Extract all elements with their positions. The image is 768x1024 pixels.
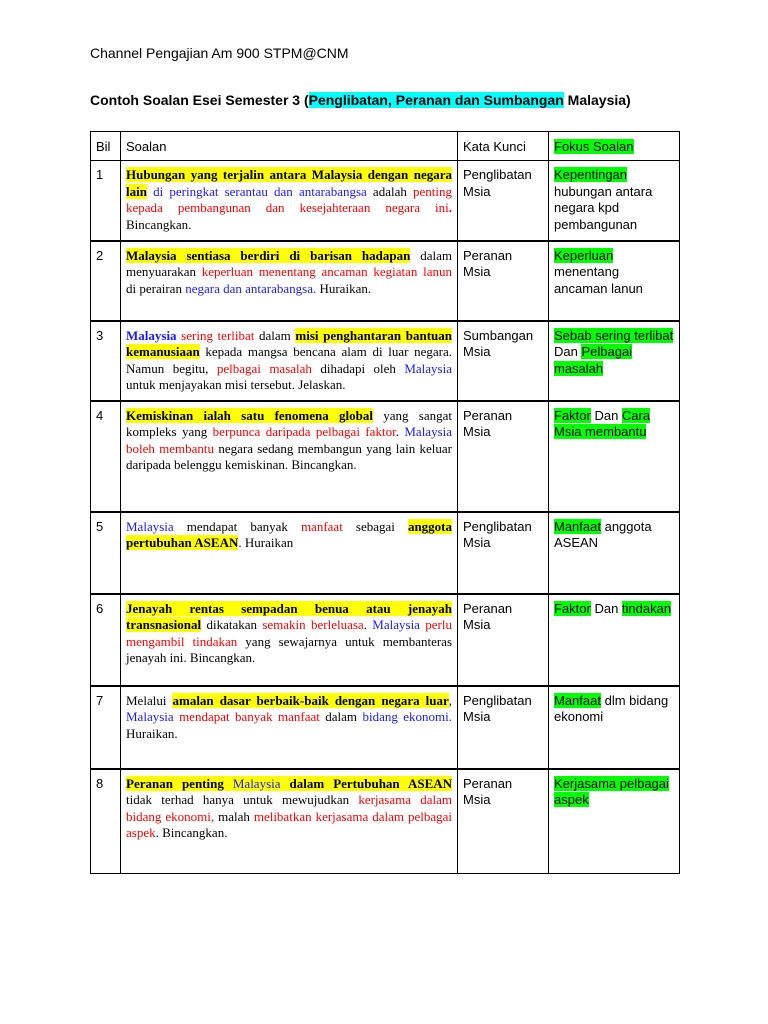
focus-cell — [549, 769, 680, 874]
question-text-run: sering terlibat — [176, 327, 255, 343]
focus-text-run: Kerjasama pelbagai aspek — [554, 775, 669, 807]
question-text — [121, 512, 458, 594]
row-number: 8 — [91, 769, 121, 874]
column-header-bil: Bil — [91, 132, 121, 161]
question-text-run: dalam menyuarakan — [126, 247, 452, 279]
focus-text-run: Faktor — [554, 600, 591, 616]
keyword-cell: Penglibatan Msia — [458, 686, 549, 769]
row-number: 7 — [91, 686, 121, 769]
question-text-run: untuk menjayakan misi tersebut. Jelaskan. — [126, 377, 346, 392]
question-text-run: . — [395, 424, 405, 439]
question-text-run: Malaysia — [372, 617, 420, 632]
question-text — [121, 686, 458, 769]
question-text-run: dalam — [319, 709, 363, 724]
fokus-header-label: Fokus Soalan — [554, 139, 634, 154]
question-text-run: dikatakan — [201, 617, 263, 632]
keyword-cell: Peranan Msia — [458, 594, 549, 686]
question-text-run: misi penghantaran bantuan kemanusiaan — [126, 327, 452, 359]
table-row — [91, 241, 680, 321]
table-header-row — [91, 132, 680, 161]
question-text — [121, 321, 458, 401]
question-text-run: negara dan antarabangsa. — [185, 280, 317, 296]
question-text-run: yang sangat kompleks yang — [126, 407, 452, 439]
row-number: 4 — [91, 401, 121, 512]
focus-text-run: Dan — [554, 344, 582, 359]
question-text-run: Jenayah rentas sempadan benua atau jenayah transnasional — [126, 600, 452, 632]
question-text-run: melibatkan — [253, 808, 312, 824]
question-text-run: malah — [214, 808, 254, 824]
question-text-run: Malaysia sentiasa berdiri di barisan hadapan — [126, 247, 411, 263]
focus-text-run: Dan — [590, 407, 622, 423]
question-text-run: Melalui — [126, 692, 173, 708]
question-text-run: Malaysia — [223, 775, 290, 791]
question-text-run: dihadapi oleh — [311, 360, 405, 376]
question-text-run: negara sedang membangun yang lain keluar daripada belenggu kemiskinan. Bincangkan. — [126, 440, 452, 472]
question-text — [121, 594, 458, 686]
keyword-cell: Peranan Msia — [458, 401, 549, 512]
focus-text-run: tindakan — [621, 600, 672, 616]
title-highlight: Penglibatan, Peranan dan Sumbangan — [308, 92, 564, 108]
row-number: 5 — [91, 512, 121, 594]
column-header-kata-kunci: Kata Kunci — [458, 132, 549, 161]
title-prefix: Contoh Soalan Esei Semester 3 ( — [90, 92, 309, 108]
question-text-run: . — [448, 200, 452, 215]
question-text-run: keperluan menentang ancaman kegiatan lanun — [201, 264, 452, 279]
focus-cell — [549, 161, 680, 241]
question-text-run: tidak terhad hanya untuk mewujudkan — [126, 792, 359, 807]
focus-text-run: Keperluan — [554, 247, 614, 263]
question-text-run: yang sewajarnya untuk membanteras jenayah ini. Bincangkan. — [126, 633, 452, 665]
focus-cell — [549, 686, 680, 769]
question-text-run: . — [363, 617, 373, 632]
focus-text-run: Cara Msia membantu — [554, 407, 651, 439]
question-text-run: . Bincangkan. — [155, 825, 228, 840]
focus-cell — [549, 401, 680, 512]
focus-cell — [549, 512, 680, 594]
table-row — [91, 321, 680, 401]
question-text-run: boleh membantu — [126, 440, 215, 456]
question-text-run: perlu mengambil tindakan — [126, 617, 452, 649]
question-text-run: peringkat serantau dan antarabangsa — [169, 183, 367, 199]
focus-text-run: anggota ASEAN — [554, 518, 652, 550]
question-text-run: Huraikan. — [126, 725, 178, 741]
column-header-fokus — [549, 132, 680, 161]
title-suffix: Malaysia) — [563, 92, 631, 108]
question-text-run: kerjasama dalam pelbagai aspek — [126, 808, 452, 840]
question-text — [121, 769, 458, 874]
focus-text-run: Sebab sering terlibat — [554, 327, 674, 343]
question-text-run: dalam Pertubuhan ASEAN — [289, 775, 453, 791]
keyword-cell: Peranan Msia — [458, 241, 549, 321]
question-text-run: adalah — [366, 183, 413, 199]
keyword-cell: Penglibatan Msia — [458, 161, 549, 241]
focus-cell — [549, 321, 680, 401]
question-text-run: , — [448, 692, 452, 708]
question-text-run: berpunca daripada pelbagai faktor — [212, 424, 396, 439]
question-text — [121, 241, 458, 321]
keyword-cell: Penglibatan Msia — [458, 512, 549, 594]
question-text-run: Malaysia — [126, 709, 174, 724]
focus-text-run: dlm bidang ekonomi — [554, 692, 669, 724]
question-text-run: Malaysia — [404, 424, 453, 439]
question-text-run: Malaysia — [126, 327, 177, 343]
keyword-cell: Sumbangan Msia — [458, 321, 549, 401]
focus-text-run: Dan — [590, 600, 622, 616]
question-table — [90, 131, 680, 874]
question-text-run: dalam — [254, 327, 296, 343]
question-text-run: kepada mangsa bencana alam di luar negara. Namun begitu, — [126, 344, 452, 376]
row-number: 2 — [91, 241, 121, 321]
question-text-run: Kemiskinan ialah satu fenomena global — [126, 407, 373, 423]
table-row — [91, 769, 680, 874]
page-title — [90, 92, 631, 108]
focus-text-run: Kepentingan — [554, 167, 628, 182]
question-text-run: di perairan — [126, 280, 186, 296]
table-row — [91, 594, 680, 686]
table-row — [91, 401, 680, 512]
question-text-run: . Huraikan — [238, 535, 294, 550]
question-text-run: di — [146, 183, 170, 199]
question-text-run: manfaat — [300, 518, 343, 534]
row-number: 1 — [91, 161, 121, 241]
question-text — [121, 161, 458, 241]
question-text-run: anggota pertubuhan ASEAN — [126, 518, 452, 550]
question-text-run: mendapat banyak manfaat — [173, 709, 320, 724]
focus-text-run: menentang ancaman lanun — [554, 264, 643, 296]
question-text-run: bidang ekonomi. — [362, 709, 452, 724]
question-text-run: Peranan penting — [126, 775, 224, 791]
question-text-run: penting kepada pembangunan dan kesejahteraan negara ini — [126, 183, 452, 215]
question-text-run: Malaysia — [126, 518, 174, 534]
row-number: 6 — [91, 594, 121, 686]
question-text-run: Malaysia — [404, 360, 452, 376]
row-number: 3 — [91, 321, 121, 401]
page-header: Channel Pengajian Am 900 STPM@CNM — [90, 45, 349, 61]
question-text-run: Bincangkan. — [126, 216, 192, 232]
question-text-run: amalan dasar berbaik-baik dengan negara luar — [172, 692, 449, 708]
question-text-run: kerjasama dalam bidang ekonomi, — [126, 792, 452, 824]
focus-text-run: Faktor — [554, 407, 591, 423]
column-header-soalan: Soalan — [121, 132, 458, 161]
table-row — [91, 686, 680, 769]
question-text-run: sebagai — [342, 518, 408, 534]
keyword-cell: Peranan Msia — [458, 769, 549, 874]
table-row — [91, 512, 680, 594]
focus-text-run: Pelbagai masalah — [554, 344, 633, 376]
focus-cell — [549, 594, 680, 686]
question-text-run: mendapat banyak — [173, 518, 301, 534]
focus-cell — [549, 241, 680, 321]
focus-text-run: Manfaat — [554, 518, 601, 534]
focus-text-run: Manfaat — [554, 692, 601, 708]
question-text-run: semakin berleluasa — [262, 617, 364, 632]
question-text-run: Huraikan. — [316, 280, 372, 296]
question-text-run: pelbagai masalah — [216, 360, 312, 376]
table-row — [91, 161, 680, 241]
question-text-run: Hubungan yang terjalin antara Malaysia dengan negara lain — [126, 167, 452, 199]
question-text — [121, 401, 458, 512]
focus-text-run: hubungan antara negara kpd pembangunan — [554, 183, 653, 232]
